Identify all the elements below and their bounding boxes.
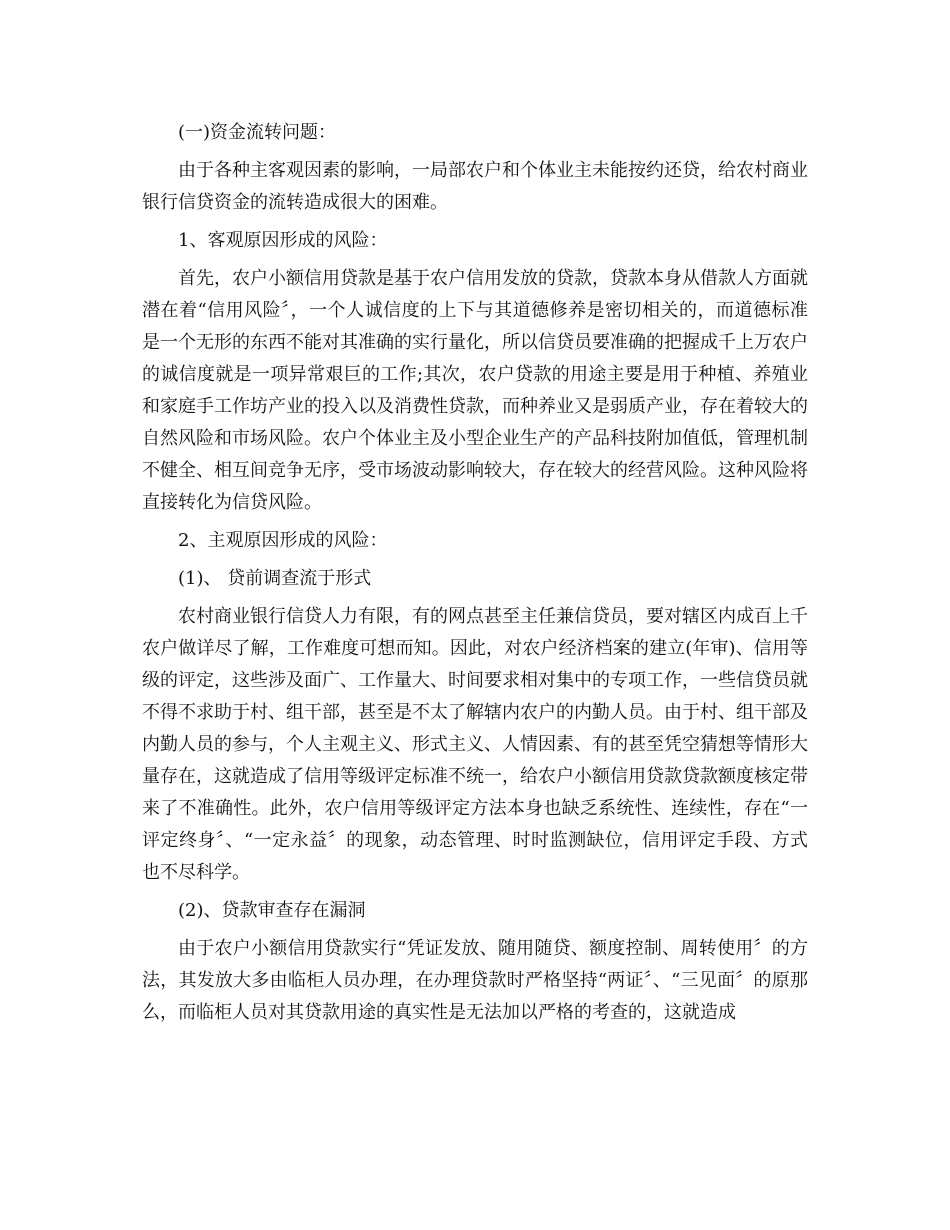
subheading-pre-loan-survey: (1)、 贷前调查流于形式 — [178, 568, 372, 589]
section-heading-capital-flow: (一)资金流转问题： — [178, 122, 337, 143]
paragraph-objective-risk: 首先，农户小额信用贷款是基于农户信用发放的贷款，贷款本身从借款人方面就潜在着“信用风险〞，一个人诚信度的上下与其道德修养是密切相关的，而道德标准是一个无形的东西不能对其准确的实行量化，所以信贷员要准确的把握成千上万农户的诚信度就是一项异常艰巨的工作;其次，农户贷款的用途主要是用于种植、养殖业和家庭手工作坊产业的投入以及消费性贷款，而种养业又是弱质产业，存在着较大的自然风险和市场风险。农户个体业主及小型企业生产的产品科技附加值低，管理机制不健全、相互间竞争无序，受市场波动影响较大，存在较大的经营风险。这种风险将直接转化为信贷风险。 — [142, 268, 808, 513]
paragraph-capital-flow-intro: 由于各种主客观因素的影响，一局部农户和个体业主未能按约还贷，给农村商业银行信贷资金的流转造成很大的困难。 — [142, 160, 808, 213]
document-body — [142, 117, 808, 1035]
subheading-objective-risk: 1、客观原因形成的风险： — [178, 230, 388, 251]
subheading-subjective-risk: 2、主观原因形成的风险： — [178, 530, 388, 551]
paragraph-pre-loan-survey: 农村商业银行信贷人力有限，有的网点甚至主任兼信贷员，要对辖区内成百上千农户做详尽了解，工作难度可想而知。因此，对农户经济档案的建立(年审)、信用等级的评定，这些涉及面广、工作量大、时间要求相对集中的专项工作，一些信贷员就不得不求助于村、组干部，甚至是不太了解辖内农户的内勤人员。由于村、组干部及内勤人员的参与，个人主观主义、形式主义、人情因素、有的甚至凭空猜想等情形大量存在，这就造成了信用等级评定标准不统一，给农户小额信用贷款贷款额度核定带来了不准确性。此外，农户信用等级评定方法本身也缺乏系统性、连续性，存在“一评定终身〞、“一定永益〞的现象，动态管理、时时监测缺位，信用评定手段、方式也不尽科学。 — [142, 606, 808, 883]
paragraph-loan-review: 由于农户小额信用贷款实行“凭证发放、随用随贷、额度控制、周转使用〞的方法，其发放大多由临柜人员办理，在办理贷款时严格坚持“两证〞、“三见面〞的原那么，而临柜人员对其贷款用途的真实性是无法加以严格的考查的，这就造成 — [142, 938, 808, 1023]
subheading-loan-review: (2)、贷款审查存在漏洞 — [178, 900, 366, 921]
